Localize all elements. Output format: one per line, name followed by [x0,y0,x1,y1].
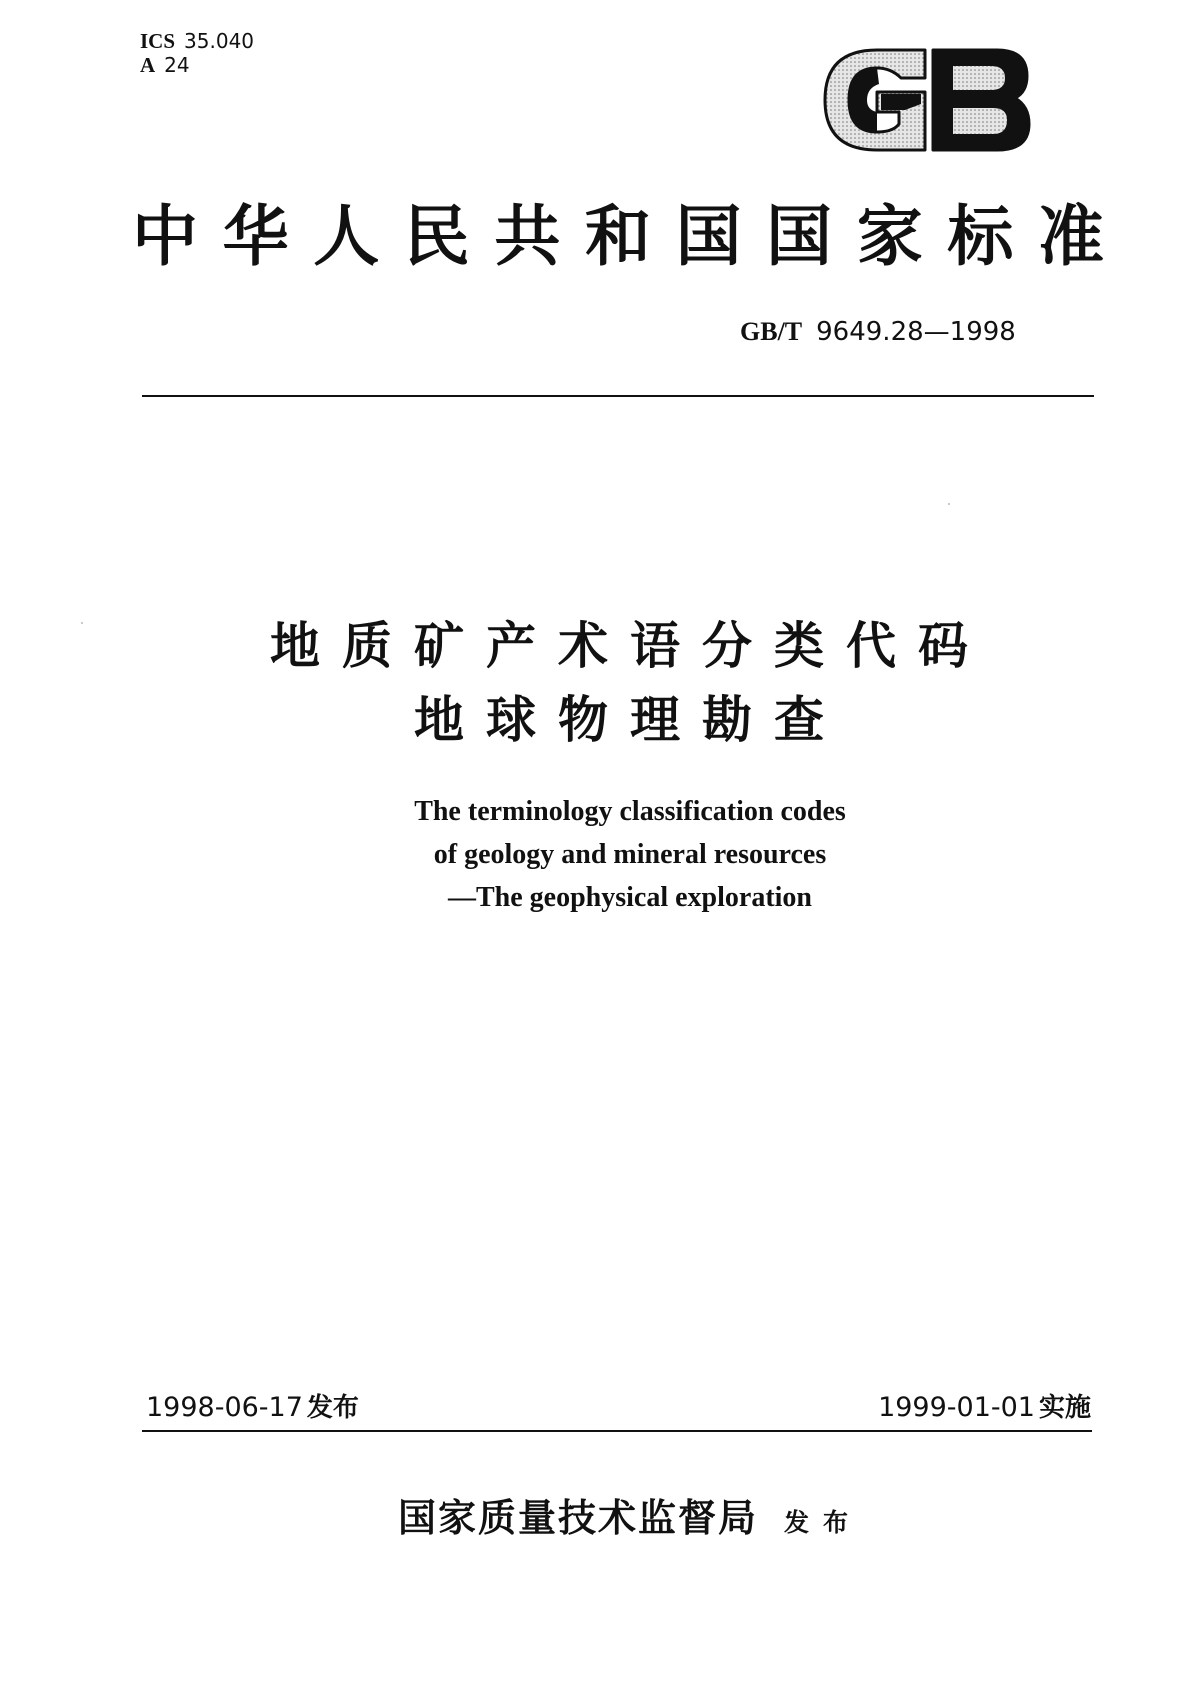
effective-label: 实施 [1038,1393,1091,1423]
gb-logo [821,44,1033,156]
scan-speck [948,503,950,505]
bottom-divider [142,1430,1092,1432]
title-char: 共 [494,197,561,275]
title-char: 家 [856,197,923,275]
national-standard-title [132,196,1104,276]
standard-number-value: 9649.28—1998 [816,317,1016,347]
title-char: 中 [132,197,198,275]
publisher-name: 国家质量技术监督局 [397,1496,758,1540]
ccs-value: 24 [164,53,190,77]
publisher-action: 发布 [784,1508,863,1537]
cn-title-line-2: 地球物理勘查 [414,690,846,749]
issue-date [146,1391,359,1425]
en-title-line-3: —The geophysical exploration [447,882,812,913]
ics-value: 35.040 [184,29,255,53]
publisher [320,1487,940,1542]
effective-date [878,1391,1091,1425]
en-title-line-1: The terminology classification codes [414,796,846,827]
top-divider [142,395,1094,397]
title-char: 华 [222,197,289,275]
issue-label: 发布 [306,1393,359,1423]
ccs-code [140,54,190,76]
issue-date-value: 1998-06-17 [146,1392,303,1423]
ccs-label: A [140,53,156,77]
title-char: 和 [584,197,651,275]
standard-prefix: GB/T [740,317,803,346]
title-char: 标 [947,197,1014,275]
cn-title-line-1: 地质矿产术语分类代码 [270,616,990,675]
title-char: 国 [766,197,833,275]
scan-speck [81,622,83,624]
title-char: 民 [403,197,470,275]
ics-label: ICS [140,29,176,53]
title-char: 准 [1037,197,1104,275]
effective-date-value: 1999-01-01 [878,1392,1035,1423]
title-char: 人 [313,197,380,275]
title-char: 国 [675,197,742,275]
standard-number [740,316,1060,348]
ics-code [140,30,254,52]
en-title-line-2: of geology and mineral resources [433,839,827,870]
